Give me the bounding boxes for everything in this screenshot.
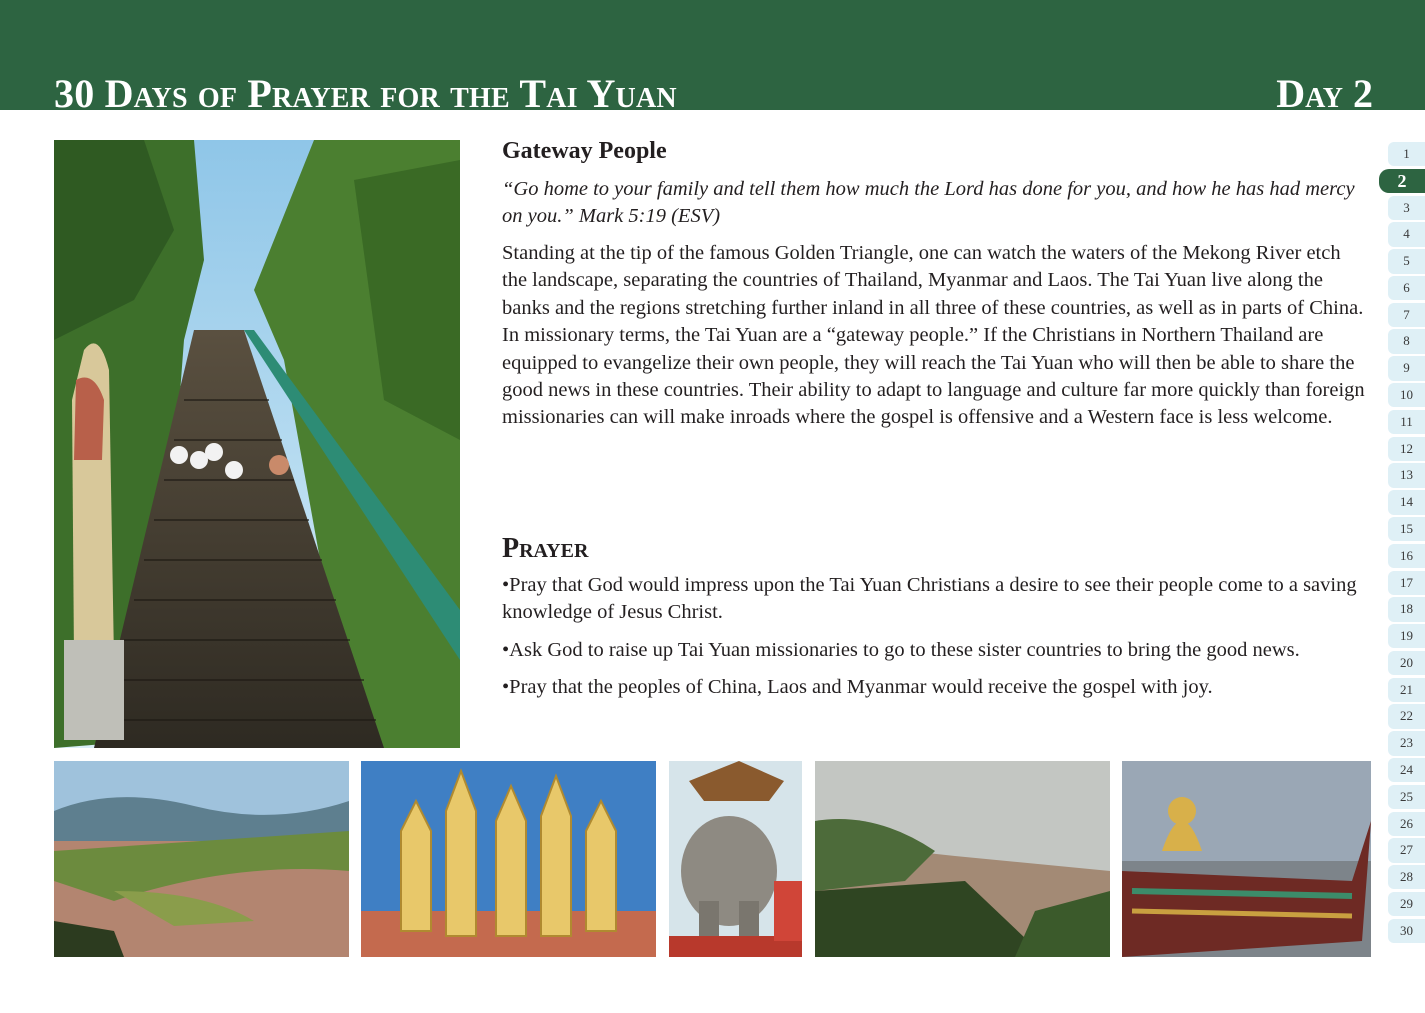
day-tab-27[interactable]: 27: [1388, 838, 1425, 862]
body-paragraph: Standing at the tip of the famous Golden Triangle, one can watch the waters of the Mekong River etch the landscape, separating the countries of Thailand, Myanmar and Laos. The Tai Yuan live along the banks and the regions stretching further inland in all three of these countries, as well as in parts of China. In missionary terms, the Tai Yuan are a “gateway people.” If the Christians in Northern Thailand are equipped to evangelize their own people, they will reach the Tai Yuan who will then be able to share the good news in these countries. Their ability to adapt to language and culture far more quickly than foreign missionaries can will make inroads where the gospel is offensive and a Western face is less welcome.: [502, 242, 1365, 429]
day-tab-1[interactable]: 1: [1388, 142, 1425, 166]
day-tab-13[interactable]: 13: [1388, 463, 1425, 487]
prayer-item: •Pray that the peoples of China, Laos and Myanmar would receive the gospel with joy.: [502, 676, 1213, 699]
day-tab-5[interactable]: 5: [1388, 249, 1425, 273]
day-tab-20[interactable]: 20: [1388, 651, 1425, 675]
day-tab-14[interactable]: 14: [1388, 490, 1425, 514]
day-tab-21[interactable]: 21: [1388, 678, 1425, 702]
section-title: Gateway People: [502, 138, 667, 164]
day-tab-3[interactable]: 3: [1388, 196, 1425, 220]
page-header: [0, 0, 1425, 116]
day-tab-16[interactable]: 16: [1388, 544, 1425, 568]
day-tab-15[interactable]: 15: [1388, 517, 1425, 541]
prayer-item: •Pray that God would impress upon the Tai Yuan Christians a desire to see their people come to a saving knowledge of Jesus Christ.: [502, 574, 1357, 624]
day-index-tabs: [1388, 142, 1425, 945]
prayer-list: [502, 572, 1368, 712]
day-tab-11[interactable]: 11: [1388, 410, 1425, 434]
scripture-verse: “Go home to your family and tell them how much the Lord has done for you, and how he has had mercy on you.” Mark 5:19 (ESV): [502, 178, 1355, 227]
day-tab-18[interactable]: 18: [1388, 597, 1425, 621]
day-tab-30[interactable]: 30: [1388, 919, 1425, 943]
day-tab-22[interactable]: 22: [1388, 704, 1425, 728]
day-tab-7[interactable]: 7: [1388, 303, 1425, 327]
staircase-photo: [54, 140, 460, 748]
day-tab-28[interactable]: 28: [1388, 865, 1425, 889]
day-tab-24[interactable]: 24: [1388, 758, 1425, 782]
day-tab-8[interactable]: 8: [1388, 329, 1425, 353]
main-content: [502, 136, 1368, 432]
day-tab-29[interactable]: 29: [1388, 892, 1425, 916]
day-tab-2-active[interactable]: 2: [1379, 169, 1425, 193]
day-tab-19[interactable]: 19: [1388, 624, 1425, 648]
day-tab-10[interactable]: 10: [1388, 383, 1425, 407]
day-tab-25[interactable]: 25: [1388, 785, 1425, 809]
day-tab-17[interactable]: 17: [1388, 571, 1425, 595]
prayer-item: •Ask God to raise up Tai Yuan missionaries to go to these sister countries to bring the good news.: [502, 638, 1300, 661]
day-tab-9[interactable]: 9: [1388, 356, 1425, 380]
elephant-statue-photo: [669, 761, 802, 957]
mekong-view-photo: [815, 761, 1110, 957]
day-label: Day 2: [1276, 71, 1373, 116]
day-tab-4[interactable]: 4: [1388, 222, 1425, 246]
river-photo: [54, 761, 349, 957]
booklet-title: 30 Days of Prayer for the Tai Yuan: [54, 71, 677, 116]
day-tab-26[interactable]: 26: [1388, 812, 1425, 836]
day-tab-12[interactable]: 12: [1388, 437, 1425, 461]
golden-pillars-photo: [361, 761, 656, 957]
prayer-heading: Prayer: [502, 533, 589, 564]
day-tab-23[interactable]: 23: [1388, 731, 1425, 755]
day-tab-6[interactable]: 6: [1388, 276, 1425, 300]
buddha-boat-photo: [1122, 761, 1371, 957]
